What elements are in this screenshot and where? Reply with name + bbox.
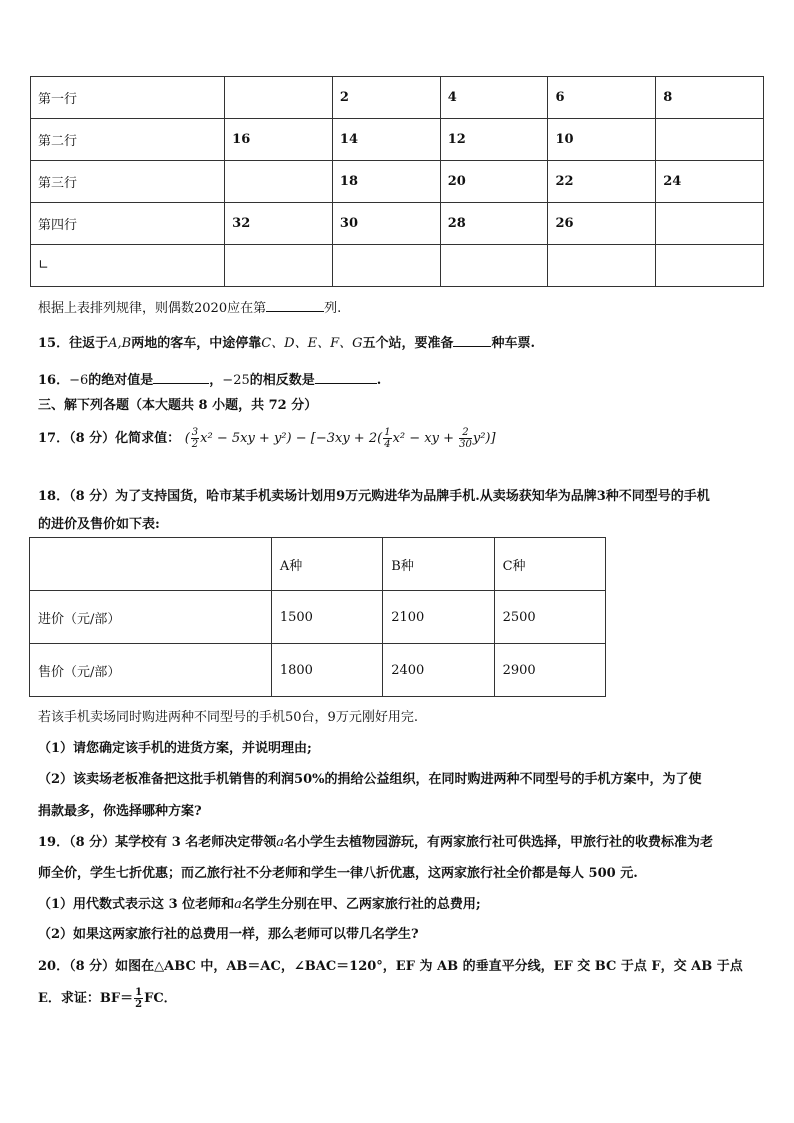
table-row <box>30 644 606 697</box>
q16-answer-blank-2 <box>315 370 377 384</box>
q18-line-2: 的进价及售价如下表: <box>38 517 160 532</box>
table-cell: 26 <box>548 203 656 245</box>
q16-value-2: −25 <box>222 373 250 388</box>
price-cell: 1500 <box>271 591 382 644</box>
q20-text-b: FC． <box>144 991 177 1006</box>
price-cell: 2500 <box>494 591 605 644</box>
q16-text-b: ， <box>209 373 223 388</box>
q20-text-a: E．求证：BF＝ <box>38 991 134 1006</box>
table-cell: 4 <box>440 77 548 119</box>
q19-text-a: 19．（8 分）某学校有 3 名老师决定带领 <box>38 835 277 850</box>
table-cell: 32 <box>225 203 333 245</box>
q16-text-d: . <box>376 373 382 388</box>
q15-text-d: 种车票. <box>491 336 536 351</box>
table-row <box>31 245 764 287</box>
q15-text-c: 五个站，要准备 <box>362 336 454 351</box>
q15-text-a: 往返于 <box>69 336 109 351</box>
q19-text-b: 名小学生去植物园游玩，有两家旅行社可供选择，甲旅行社的收费标准为老 <box>284 835 714 850</box>
row-label-cell: 进价（元/部） <box>30 591 272 644</box>
q20-line-1: 20．（8 分）如图在△ABC 中，AB＝AC，∠BAC＝120°，EF 为 AB 的垂直平分线，EF 交 BC 于点 F，交 AB 于点 <box>38 959 743 974</box>
row-label-cell: 第二行 <box>31 119 225 161</box>
section-3-heading: 三、解下列各题（本大题共 8 小题，共 72 分） <box>38 398 318 413</box>
q19-sub1-text-a: （1）用代数式表示这 3 位老师和 <box>38 897 235 912</box>
question-17 <box>38 427 496 450</box>
q16-number: 16． <box>38 373 70 388</box>
table-cell: 6 <box>548 77 656 119</box>
q19-sub1-variable: a <box>234 897 242 912</box>
table-cell <box>225 77 333 119</box>
q17-fraction-2 <box>383 427 391 450</box>
q18-sub-2a: （2）该卖场老板准备把这批手机销售的利润50%的捐给公益组织，在同时购进两种不同型号的手机方案中，为了使 <box>38 772 702 787</box>
q15-text-b: 两地的客车，中途停靠 <box>131 336 262 351</box>
table-cell <box>656 119 764 161</box>
q17-f3-num: 2 <box>459 427 472 439</box>
table-cell: 22 <box>548 161 656 203</box>
column-header-cell <box>30 538 272 591</box>
table-cell <box>548 245 656 287</box>
question-16 <box>38 369 381 388</box>
q17-label: 17．（8 分）化简求值： <box>38 431 181 446</box>
q18-sub-2b: 捐款最多，你选择哪种方案? <box>38 804 202 819</box>
table-cell <box>225 245 333 287</box>
table-row <box>31 119 764 161</box>
number-arrangement-table <box>30 76 764 287</box>
q17-expression <box>184 427 496 450</box>
column-header-cell: B种 <box>383 538 494 591</box>
q17-f2-num: 1 <box>384 427 391 438</box>
q20-line-2 <box>38 987 177 1010</box>
table-cell: 10 <box>548 119 656 161</box>
q19-variable: a <box>276 835 285 850</box>
price-cell: 2100 <box>383 591 494 644</box>
price-cell: 1800 <box>271 644 382 697</box>
table-cell <box>656 245 764 287</box>
q17-expr-minus: − <box>291 431 311 446</box>
table-cell: 24 <box>656 161 764 203</box>
table-row <box>31 77 764 119</box>
q17-fraction-3 <box>459 427 472 450</box>
q15-answer-blank <box>453 333 491 347</box>
q17-f1-den: 2 <box>191 439 199 450</box>
q18-line-1: 18．（8 分）为了支持国货，哈市某手机卖场计划用9万元购进华为品牌手机.从卖场获知华为品牌3种不同型号的手机 <box>38 489 710 504</box>
price-cell: 2900 <box>494 644 605 697</box>
q18-after-table: 若该手机卖场同时购进两种不同型号的手机50台，9万元刚好用完. <box>38 710 418 725</box>
q17-expr-part: x² − 5xy + y²) <box>200 431 292 446</box>
q17-fraction-1 <box>191 427 199 450</box>
row-label-cell: 第四行 <box>31 203 225 245</box>
q16-answer-blank-1 <box>153 370 209 384</box>
table-cell: 2 <box>332 77 440 119</box>
table-cell <box>440 245 548 287</box>
column-header-cell: C种 <box>494 538 605 591</box>
q17-expr-part: y²)] <box>472 431 496 446</box>
q20-fraction <box>134 987 143 1010</box>
q17-expr-part: ( <box>184 431 190 446</box>
q14-answer-blank <box>266 298 324 312</box>
q19-sub-1 <box>38 893 481 912</box>
row-label-cell: 第一行 <box>31 77 225 119</box>
table-cell <box>332 245 440 287</box>
q19-sub-2: （2）如果这两家旅行社的总费用一样，那么老师可以带几名学生? <box>38 927 419 942</box>
table-cell: 14 <box>332 119 440 161</box>
q20-frac-num: 1 <box>135 987 143 998</box>
table-header-row <box>30 538 606 591</box>
table-cell: 18 <box>332 161 440 203</box>
table-cell: 20 <box>440 161 548 203</box>
price-cell: 2400 <box>383 644 494 697</box>
table-cell: 8 <box>656 77 764 119</box>
q15-stops: C、D、E、F、G <box>261 336 363 351</box>
q19-line-2: 师全价，学生七折优惠；而乙旅行社不分老师和学生一律八折优惠，这两家旅行社全价都是每人 500 元. <box>38 866 638 881</box>
table-cell: 28 <box>440 203 548 245</box>
q17-f2-den: 4 <box>384 439 391 450</box>
row-label-cell: 第三行 <box>31 161 225 203</box>
row-label-cell: ∟ <box>31 245 225 287</box>
q14-text-before: 根据上表排列规律，则偶数2020应在第 <box>38 301 267 316</box>
q16-text-a: 的绝对值是 <box>88 373 154 388</box>
q20-frac-den: 2 <box>135 999 143 1010</box>
q18-sub-1: （1）请您确定该手机的进货方案，并说明理由; <box>38 741 312 756</box>
q19-line-1 <box>38 831 713 850</box>
row-label-cell: 售价（元/部） <box>30 644 272 697</box>
table-row <box>31 161 764 203</box>
q15-places: A,B <box>108 336 132 351</box>
table-cell: 12 <box>440 119 548 161</box>
q17-f1-num: 3 <box>191 427 199 438</box>
table-row <box>31 203 764 245</box>
q16-text-c: 的相反数是 <box>249 373 315 388</box>
q15-number: 15． <box>38 336 70 351</box>
table-cell: 16 <box>225 119 333 161</box>
table-cell: 30 <box>332 203 440 245</box>
q14-text-after: 列. <box>324 301 342 316</box>
table-cell <box>225 161 333 203</box>
q16-value-1: −6 <box>69 373 89 388</box>
q17-f3-den: 30 <box>459 439 472 450</box>
q17-expr-part: [−3xy + 2( <box>310 431 383 446</box>
question-15 <box>38 332 535 351</box>
table-row <box>30 591 606 644</box>
question-14-tail <box>38 297 341 316</box>
column-header-cell: A种 <box>271 538 382 591</box>
q17-expr-part: x² − xy + <box>392 431 459 446</box>
table-cell <box>656 203 764 245</box>
q19-sub1-text-b: 名学生分别在甲、乙两家旅行社的总费用; <box>241 897 481 912</box>
phone-price-table <box>29 537 606 697</box>
